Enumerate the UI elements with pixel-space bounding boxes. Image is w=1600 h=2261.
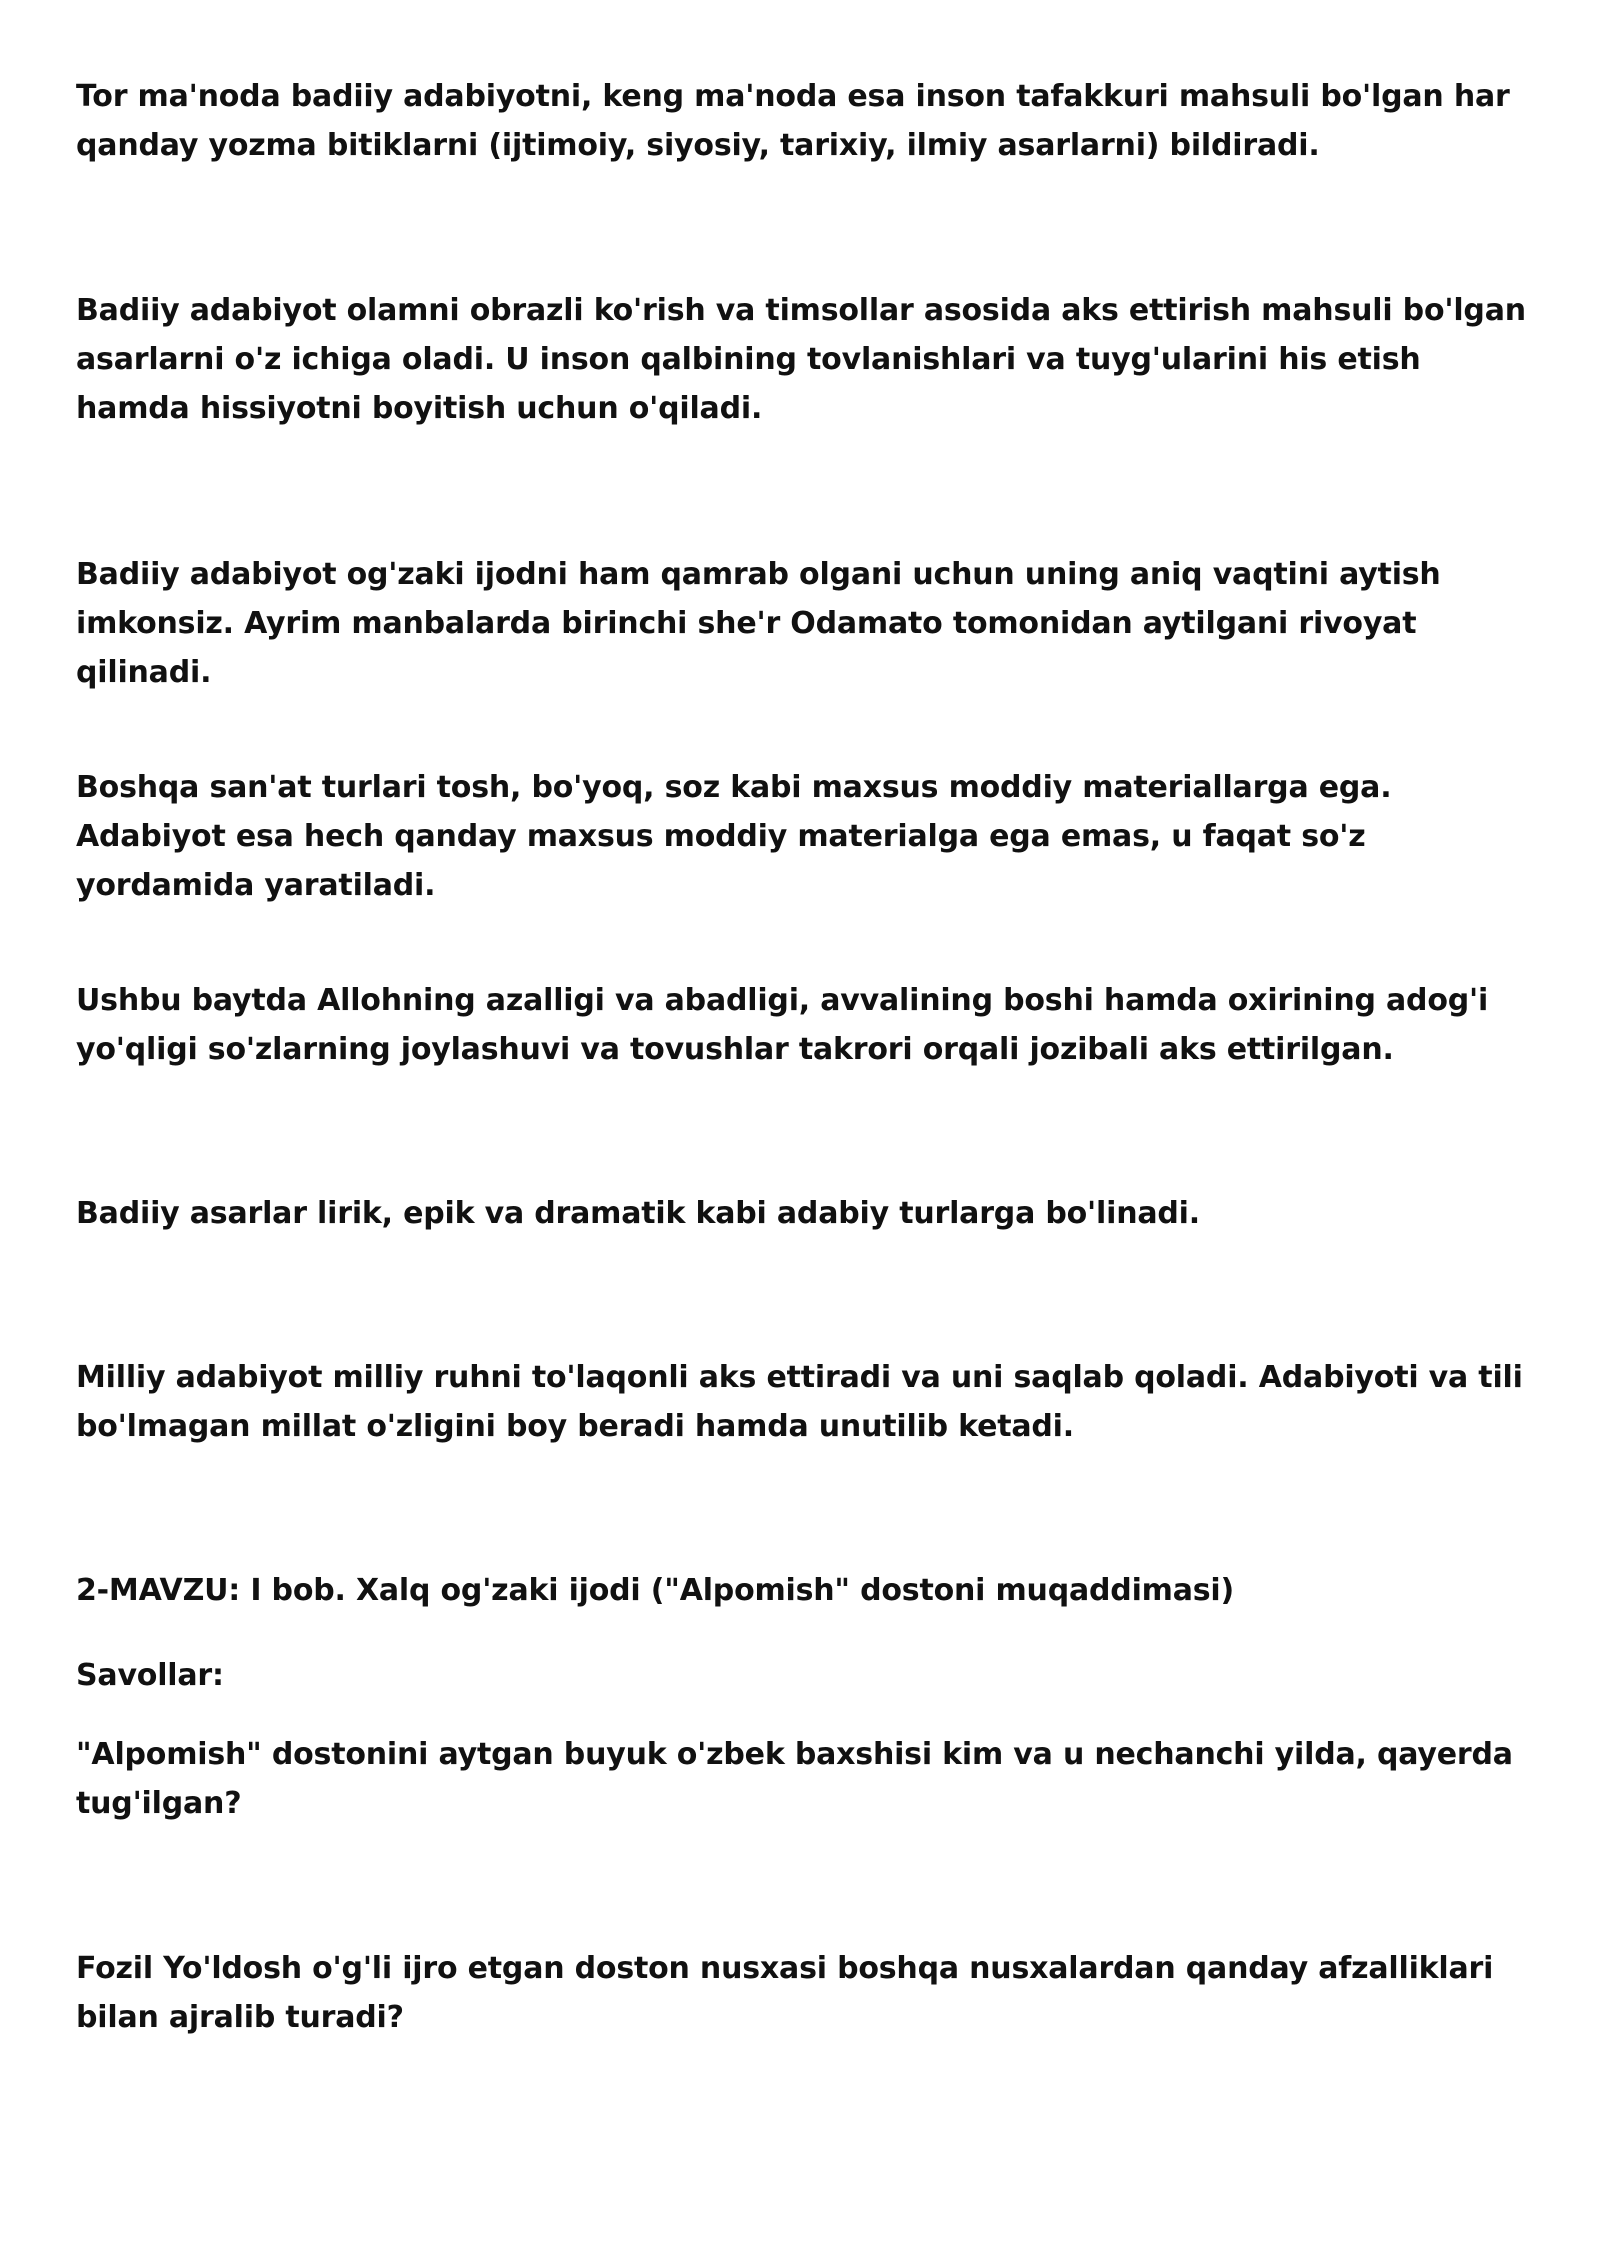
paragraph: Badiiy adabiyot olamni obrazli ko'rish va timsollar asosida aks ettirish mahsuli bo'lgan asarlarni o'z ichiga oladi. U inson qalbining tovlanishlari va tuyg'ularini his etish hamda hissiyotni boyitish uchun o'qiladi. bbox=[76, 293, 1526, 426]
paragraph: Ushbu baytda Allohning azalligi va abadligi, avvalining boshi hamda oxirining adog'i yo'qligi so'zlarning joylashuvi va tovushlar takrori orqali jozibali aks ettirilgan. bbox=[76, 983, 1489, 1067]
paragraph: Boshqa san'at turlari tosh, bo'yoq, soz kabi maxsus moddiy materiallarga ega. Adabiyot esa hech qanday maxsus moddiy materialga ega emas, u faqat so'z yordamida yaratiladi. bbox=[76, 770, 1392, 903]
question-item: Fozil Yo'ldosh o'g'li ijro etgan doston nusxasi boshqa nusxalardan qanday afzalliklari bilan ajralib turadi? bbox=[76, 1951, 1494, 2035]
section-title: 2-MAVZU: I bob. Xalq og'zaki ijodi ("Alpomish" dostoni muqaddimasi) bbox=[76, 1573, 1235, 1608]
paragraph: Badiiy asarlar lirik, epik va dramatik kabi adabiy turlarga bo'linadi. bbox=[76, 1196, 1200, 1231]
paragraph: Milliy adabiyot milliy ruhni to'laqonli aks ettiradi va uni saqlab qoladi. Adabiyoti va tili bo'lmagan millat o'zligini boy beradi hamda unutilib ketadi. bbox=[76, 1360, 1523, 1444]
question-item: "Alpomish" dostonini aytgan buyuk o'zbek baxshisi kim va u nechanchi yilda, qayerda tug'ilgan? bbox=[76, 1737, 1513, 1821]
paragraph: Badiiy adabiyot og'zaki ijodni ham qamrab olgani uchun uning aniq vaqtini aytish imkonsiz. Ayrim manbalarda birinchi she'r Odamato tomonidan aytilgani rivoyat qilinadi. bbox=[76, 557, 1441, 690]
questions-label: Savollar: bbox=[76, 1658, 224, 1693]
paragraph: Tor ma'noda badiiy adabiyotni, keng ma'noda esa inson tafakkuri mahsuli bo'lgan har qanday yozma bitiklarni (ijtimoiy, siyosiy, tarixiy, ilmiy asarlarni) bildiradi. bbox=[76, 79, 1510, 163]
